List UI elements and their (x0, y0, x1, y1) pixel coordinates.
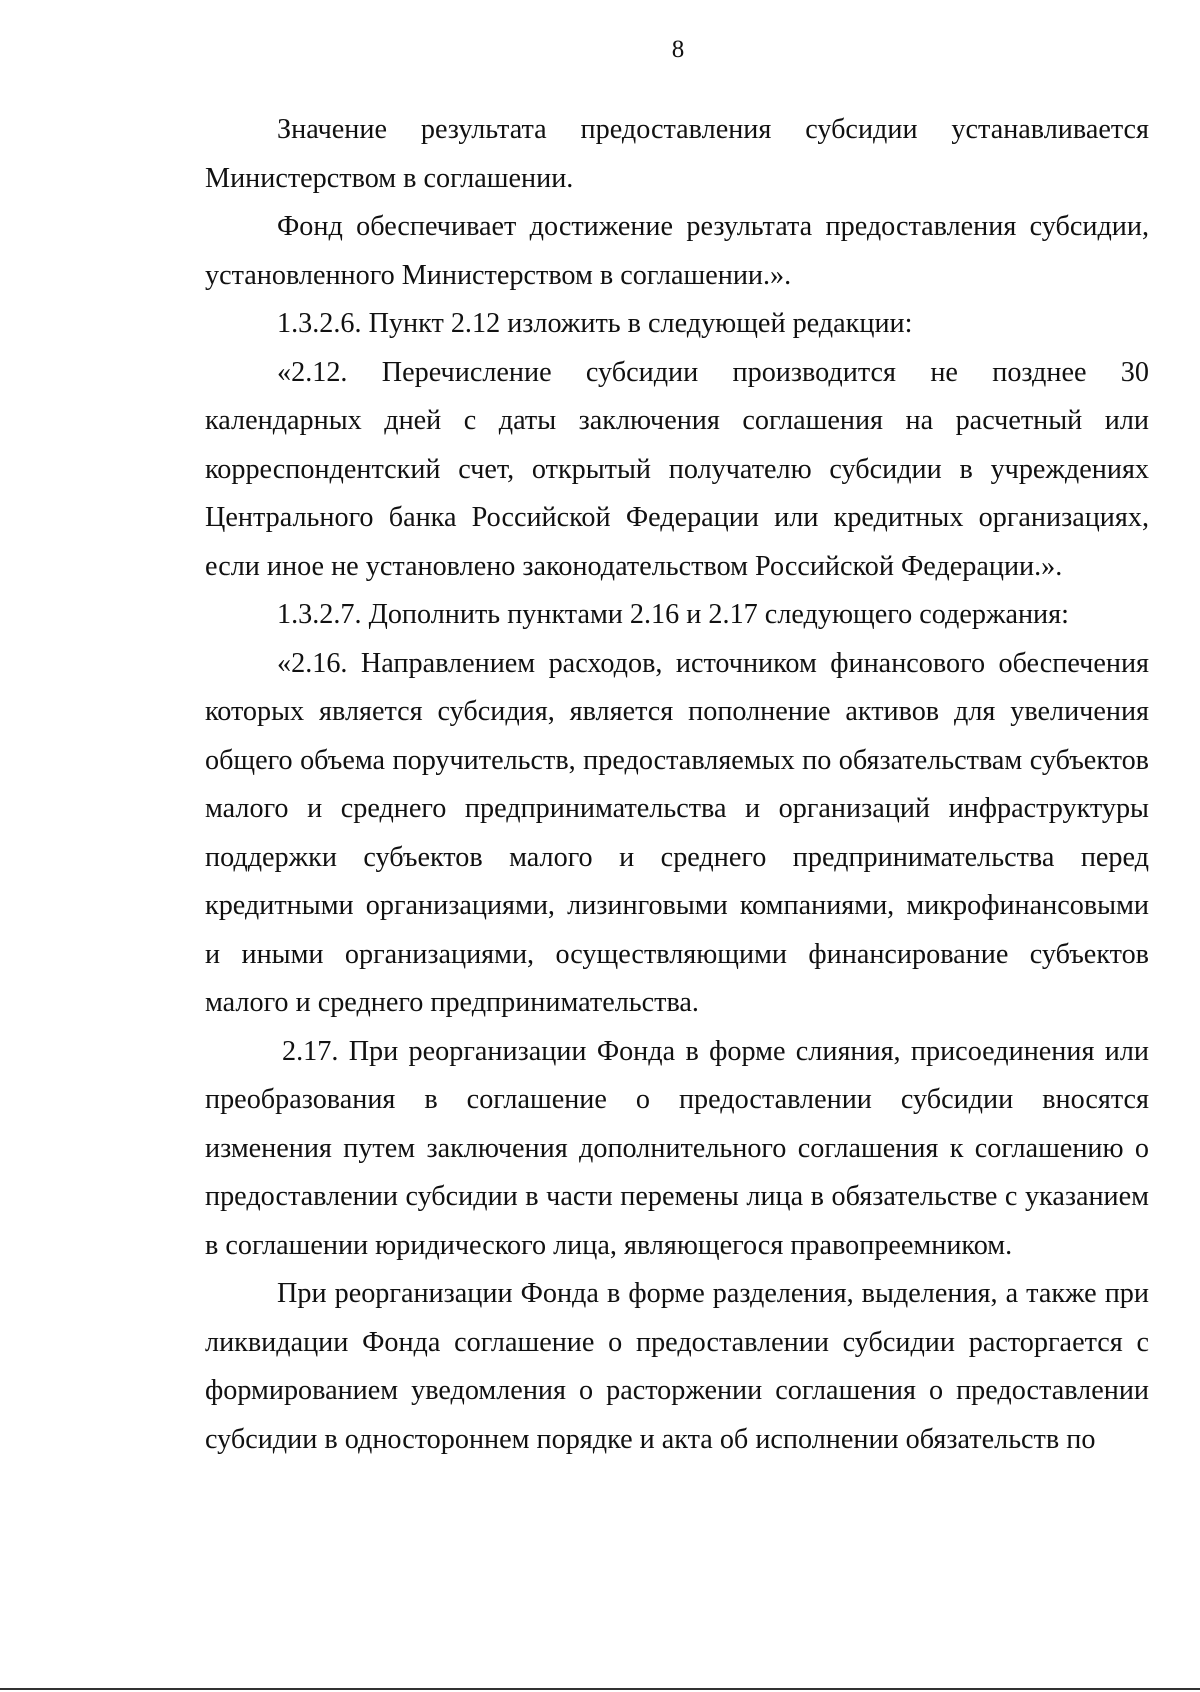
document-body (205, 106, 1149, 1464)
scan-edge-line (0, 1688, 1200, 1690)
paragraph-result-value: Значение результата предоставления субсидии устанавливается Министерством в соглашении. (205, 114, 1149, 194)
paragraph-2-12: «2.12. Перечисление субсидии производится не позднее 30 календарных дней с даты заключения соглашения на расчетный или корреспондентский счет, открытый получателю субсидии в учреждениях Центрального банка Российской Федерации или кредитных организациях, если иное не установлено законодательством Российской Федерации.». (205, 356, 1149, 582)
page-number: 8 (671, 36, 685, 63)
paragraph-1-3-2-7: 1.3.2.7. Дополнить пунктами 2.16 и 2.17 следующего содержания: (277, 599, 1069, 630)
paragraph-2-17: 2.17. При реорганизации Фонда в форме слияния, присоединения или преобразования в соглашение о предоставлении субсидии вносятся изменения путем заключения дополнительного соглашения к соглашению о предоставлении субсидии в части перемены лица в обязательстве с указанием в соглашении юридического лица, являющегося правопреемником. (205, 1035, 1149, 1261)
paragraph-2-16: «2.16. Направлением расходов, источником финансового обеспечения которых является субсидия, является пополнение активов для увеличения общего объема поручительств, предоставляемых по обязательствам субъектов малого и среднего предпринимательства и организаций инфраструктуры поддержки субъектов малого и среднего предпринимательства перед кредитными организациями, лизинговыми компаниями, микрофинансовыми и иными организациями, осуществляющими финансирование субъектов малого и среднего предпринимательства. (205, 647, 1149, 1018)
paragraph-fund-ensures: Фонд обеспечивает достижение результата предоставления субсидии, установленного Министерством в соглашении.». (205, 211, 1149, 291)
paragraph-1-3-2-6: 1.3.2.6. Пункт 2.12 изложить в следующей редакции: (277, 308, 913, 339)
paragraph-reorganization: При реорганизации Фонда в форме разделения, выделения, а также при ликвидации Фонда соглашение о предоставлении субсидии расторгается с формированием уведомления о расторжении соглашения о предоставлении субсидии в одностороннем порядке и акта об исполнении обязательств по (205, 1278, 1149, 1455)
